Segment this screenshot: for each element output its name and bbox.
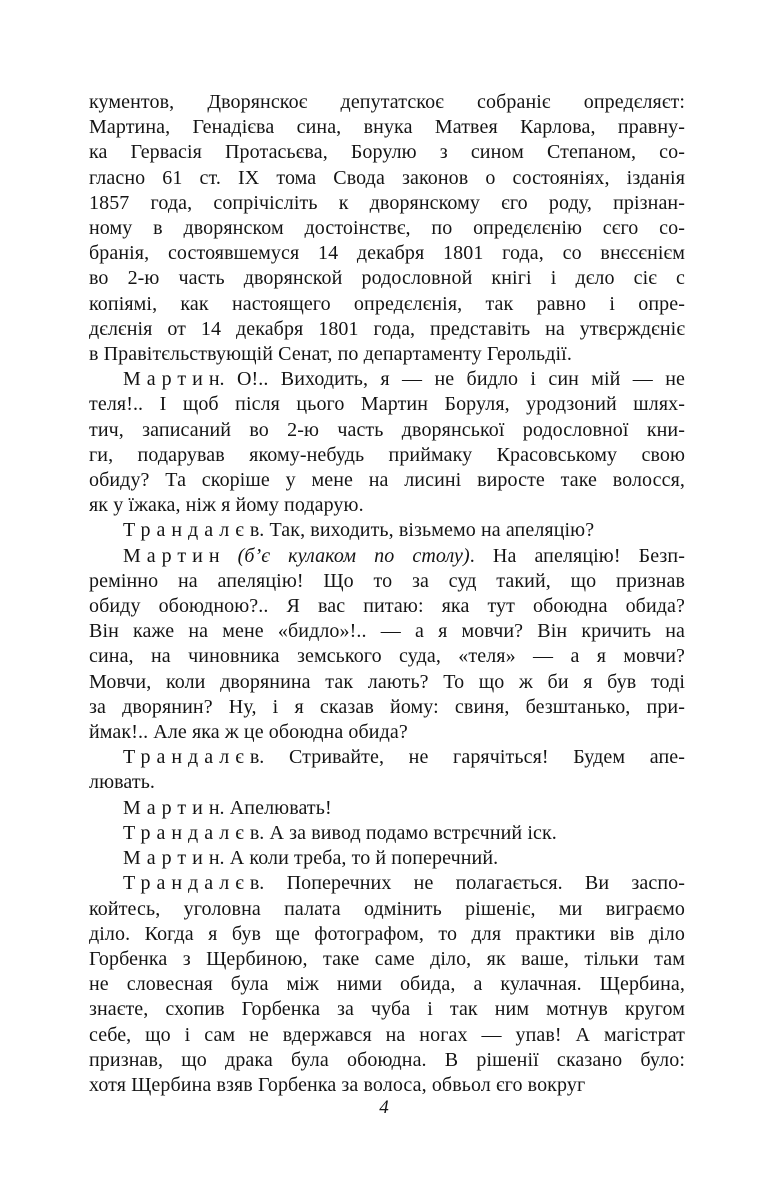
- text-segment: 1857 года, сопрічісліть к дворянскому єго роду, прізнан-: [89, 191, 685, 214]
- text-segment: . А коли треба, то й поперечний.: [219, 847, 499, 870]
- text-segment: Горбенка з Щербиною, таке саме діло, як ваше, тільки там: [89, 947, 685, 970]
- text-segment: обиду обоюдною?.. Я вас питаю: яка тут обоюдна обида?: [89, 595, 685, 618]
- page-number: 4: [379, 1097, 389, 1118]
- text-line: [89, 947, 685, 972]
- stage-direction: (б’є кулаком по столу): [237, 544, 470, 567]
- text-segment: обиду? Та скоріше у мене на лисині виросте таке волосся,: [89, 469, 685, 492]
- text-line: [89, 821, 685, 846]
- paragraph: [89, 518, 685, 543]
- paragraph: [89, 367, 685, 518]
- text-line: [89, 997, 685, 1022]
- paragraph: [89, 871, 685, 1098]
- text-segment: Мовчи, коли дворянина так лають? То що ж би я був тоді: [89, 670, 685, 693]
- text-line: [89, 241, 685, 266]
- text-line: [89, 1023, 685, 1048]
- text-segment: . Поперечних не полагається. Ви заспо-: [259, 872, 685, 895]
- text-line: [89, 266, 685, 291]
- text-segment: . О!.. Виходить, я — не бидло і син мій — не: [219, 368, 685, 391]
- paragraph: [89, 745, 685, 795]
- text-line: [89, 493, 685, 518]
- text-segment: копіямі, как настоящего опредєлєнія, так равно і опре-: [89, 292, 685, 315]
- speaker-name: Трандалєв: [123, 821, 266, 844]
- text-line: [89, 897, 685, 922]
- text-line: [89, 1073, 685, 1098]
- text-segment: бранія, состоявшемуся 14 декабря 1801 года, со внєсєнієм: [89, 242, 685, 265]
- text-line: [89, 871, 685, 896]
- text-line: [89, 594, 685, 619]
- text-segment: признав, що драка була обоюдна. В рішенії сказано було:: [89, 1048, 685, 1071]
- text-segment: . Так, виходить, візьмемо на апеляцію?: [259, 519, 595, 542]
- text-line: [89, 317, 685, 342]
- speaker-name: Трандалєв: [123, 519, 266, 542]
- text-segment: кументов, Дворянскоє депутатскоє собраніє опредєляєт:: [89, 91, 685, 113]
- paragraph: [89, 796, 685, 821]
- text-segment: хотя Щербина взяв Горбенка за волоса, обвьол єго вокруг: [89, 1073, 586, 1096]
- speaker-name: Трандалєв: [123, 746, 266, 769]
- text-line: [89, 166, 685, 191]
- text-segment: ка Гервасія Протасьєва, Борулю з сином Степаном, со-: [89, 141, 685, 164]
- text-segment: ремінно на апеляцію! Що то за суд такий, що признав: [89, 569, 685, 592]
- speaker-name: Мартин: [123, 796, 226, 819]
- text-segment: знаєте, схопив Горбенка за чуба і так ним мотнув кругом: [89, 998, 685, 1021]
- text-segment: діло. Когда я був ще фотографом, то для практики вів діло: [89, 922, 685, 945]
- text-block: [89, 90, 685, 1098]
- text-line: [89, 418, 685, 443]
- text-line: [89, 745, 685, 770]
- text-line: [89, 544, 685, 569]
- text-segment: гласно 61 ст. IX тома Свода законов о состояніях, ізданія: [89, 166, 685, 189]
- speaker-name: Мартин: [123, 544, 226, 567]
- text-line: [89, 770, 685, 795]
- text-segment: . А за вивод подамо встрєчний іск.: [259, 821, 557, 844]
- text-line: [89, 392, 685, 417]
- paragraph: [89, 821, 685, 846]
- text-segment: лювать.: [89, 771, 156, 794]
- speaker-name: Трандалєв: [123, 872, 266, 895]
- text-segment: не словесная була між ними обида, а кулачная. Щербина,: [89, 973, 685, 996]
- text-segment: в Правітєльствующій Сенат, по департаменту Герольдії.: [89, 343, 572, 366]
- text-segment: тич, записаний во 2-ю часть дворянської родословної кни-: [89, 418, 685, 441]
- text-segment: ймак!.. Але яка ж це обоюдна обида?: [89, 721, 408, 744]
- text-segment: сина, на чиновника земського суда, «теля» — а я мовчи?: [89, 645, 685, 668]
- text-line: [89, 922, 685, 947]
- text-line: [89, 443, 685, 468]
- paragraph: [89, 90, 685, 367]
- text-line: [89, 342, 685, 367]
- text-segment: . Стривайте, не гарячіться! Будем апе-: [259, 746, 685, 769]
- paragraph: [89, 846, 685, 871]
- text-line: [89, 695, 685, 720]
- text-segment: за дворянин? Ну, і я сказав йому: свиня, безштанько, при-: [89, 695, 685, 718]
- text-line: [89, 619, 685, 644]
- text-line: [89, 90, 685, 115]
- text-segment: себе, що і сам не вдержався на ногах — упав! А магістрат: [89, 1023, 685, 1046]
- text-line: [89, 670, 685, 695]
- speaker-name: Мартин: [123, 847, 226, 870]
- text-line: [89, 569, 685, 594]
- text-line: [89, 292, 685, 317]
- text-line: [89, 972, 685, 997]
- text-line: [89, 720, 685, 745]
- text-line: [89, 367, 685, 392]
- text-line: [89, 115, 685, 140]
- text-segment: як у їжака, ніж я йому подарую.: [89, 494, 364, 517]
- text-segment: Мартина, Генадієва сина, внука Матвея Карлова, правну-: [89, 116, 685, 139]
- speaker-name: Мартин: [123, 368, 226, 391]
- text-segment: теля!.. І щоб після цього Мартин Боруля, уродзоний шлях-: [89, 393, 685, 416]
- text-segment: ги, подарував якому-небудь приймаку Красовському свою: [89, 443, 685, 466]
- text-segment: во 2-ю часть дворянской родословной кнігі і дєло сіє с: [89, 267, 685, 290]
- text-line: [89, 468, 685, 493]
- text-segment: [220, 545, 238, 567]
- text-line: [89, 1048, 685, 1073]
- text-line: [89, 518, 685, 543]
- text-line: [89, 846, 685, 871]
- text-line: [89, 796, 685, 821]
- text-line: [89, 140, 685, 165]
- text-segment: койтесь, уголовна палата одмінить рішеніє, ми виграємо: [89, 897, 685, 920]
- text-line: [89, 191, 685, 216]
- text-segment: . На апеляцію! Безп-: [469, 544, 685, 567]
- text-segment: . Апелювать!: [219, 796, 332, 819]
- text-segment: дєлєнія от 14 декабря 1801 года, представіть на утвєрждєніє: [89, 317, 685, 340]
- text-line: [89, 216, 685, 241]
- text-line: [89, 644, 685, 669]
- paragraph: [89, 544, 685, 746]
- text-segment: Він каже на мене «бидло»!.. — а я мовчи? Він кричить на: [89, 620, 685, 643]
- text-segment: ному в дворянском достоінствє, по опредєлєнію сєго со-: [89, 217, 685, 240]
